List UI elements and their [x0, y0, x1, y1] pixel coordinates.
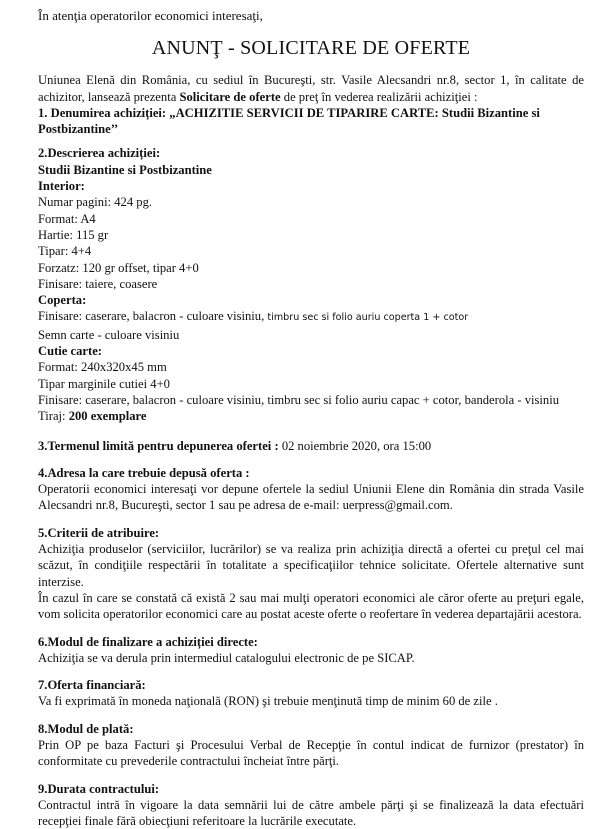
book-title: Studii Bizantine si Postbizantine — [38, 162, 212, 177]
intro-paragraph — [38, 72, 584, 105]
coperta-label: Coperta: — [38, 293, 87, 308]
section-3-deadline — [38, 438, 584, 454]
section-8-heading: 8.Modul de plată: — [38, 721, 134, 736]
section-4-heading: 4.Adresa la care trebuie depusă oferta : — [38, 465, 250, 480]
section-7-text: Va fi exprimată în moneda naţională (RON) şi trebuie menţinută timp de minim 60 de zile . — [38, 694, 498, 709]
section-5-heading: 5.Criterii de atribuire: — [38, 525, 160, 540]
section-9-text: Contractul intră în vigoare la data semnării lui de către ambele părţi şi se finalizează la data efectuări recepţiei finale fără obiecţiuni referitoare la lucrările executate. — [38, 797, 584, 829]
semn-carte: Semn carte - culoare visiniu — [38, 327, 180, 342]
section-3-label: 3.Termenul limită pentru depunerea ofertei : — [38, 438, 282, 453]
section-8-text: Prin OP pe baza Facturi şi Procesului Verbal de Recepţie în contul indicat de furnizor (prestator) în conformitate cu prevederile contractului încheiat între părţi. — [38, 737, 584, 769]
intro-text-a: Uniunea Elenă din România, cu sediul în Bucureşti, str. Vasile Alecsandri nr.8, sector 1, în calitate de achizitor, lansează prezenta — [38, 73, 584, 104]
section-1-name — [38, 105, 584, 138]
section-1-label: 1. Denumirea achiziției: — [38, 105, 170, 120]
cutie-label: Cutie carte: — [38, 344, 102, 359]
document-title: ANUNŢ - SOLICITARE DE OFERTE — [151, 37, 471, 60]
tiraj-value: 200 exemplare — [68, 409, 147, 424]
section-4-address — [38, 465, 584, 514]
tiraj — [38, 408, 584, 424]
section-8-payment — [38, 721, 584, 770]
interior-spec: Numar pagini: 424 pg. — [38, 195, 153, 210]
section-9-heading: 9.Durata contractului: — [38, 781, 160, 796]
section-2-heading: 2.Descrierea achiziției: — [38, 146, 161, 161]
section-6-finalization — [38, 634, 584, 667]
section-6-heading: 6.Modul de finalizare a achiziției directe: — [38, 634, 258, 649]
cutie-spec: Finisare: caserare, balacron - culoare visiniu, timbru sec si folio auriu capac + cotor, banderola - visiniu — [38, 392, 560, 407]
interior-spec: Hartie: 115 gr — [38, 227, 109, 242]
section-4-text: Operatorii economici interesaţi vor depune ofertele la sediul Uniunii Elene din România din strada Vasile Alecsandri nr.8, Bucureşti, sector 1 sau pe adresa de e-mail: uerpress@gmail.com. — [38, 482, 584, 513]
coperta-finisare-a: Finisare: caserare, balacron - culoare visiniu, — [38, 309, 268, 324]
attention-line: În atenţia operatorilor economici interesaţi, — [38, 8, 263, 23]
interior-spec: Forzatz: 120 gr offset, tipar 4+0 — [38, 260, 199, 275]
document-page — [38, 8, 584, 829]
interior-spec: Format: A4 — [38, 211, 96, 226]
section-1-value: „ACHIZITIE SERVICII DE TIPARIRE CARTE: Studii Bizantine si Postbizantine’’ — [38, 105, 540, 137]
cutie-spec: Format: 240x320x45 mm — [38, 360, 167, 375]
section-2-description — [38, 145, 584, 424]
section-3-value: 02 noiembrie 2020, ora 15:00 — [281, 438, 432, 453]
interior-spec: Finisare: taiere, coasere — [38, 276, 158, 291]
section-7-financial-offer — [38, 677, 584, 710]
coperta-finisare — [38, 308, 584, 326]
section-6-text: Achiziţia se va derula prin intermediul catalogului electronic de pe SICAP. — [38, 650, 415, 665]
coperta-finisare-b: timbru sec si folio auriu coperta 1 + cotor — [267, 312, 469, 324]
cutie-spec: Tipar marginile cutiei 4+0 — [38, 376, 170, 391]
intro-text-c: de preţ în vederea realizării achiziţiei : — [280, 89, 478, 104]
tiraj-label: Tiraj: — [38, 409, 69, 424]
section-5-criteria — [38, 525, 584, 623]
section-5-text-2: În cazul în care se constată că există 2 sau mai mulţi operatori economici ale căror oferte au preţuri egale, vom solicita operatorilor economici care au postat aceste oferte o reofertare în vederea departajării acestora. — [38, 590, 584, 622]
section-5-text-1: Achiziţia produselor (serviciilor, lucrărilor) se va realiza prin achiziţia directă a ofertei cu preţul cel mai scăzut, în condiţiile respectării în totalitate a specificaţiilor tehnice solicitate. Ofertele alternative sunt interzise. — [38, 542, 584, 589]
section-7-heading: 7.Oferta financiară: — [38, 678, 146, 693]
interior-label: Interior: — [38, 179, 85, 194]
intro-text-bold: Solicitare de oferte — [179, 89, 281, 104]
interior-spec: Tipar: 4+4 — [38, 244, 92, 259]
section-9-duration — [38, 781, 584, 829]
